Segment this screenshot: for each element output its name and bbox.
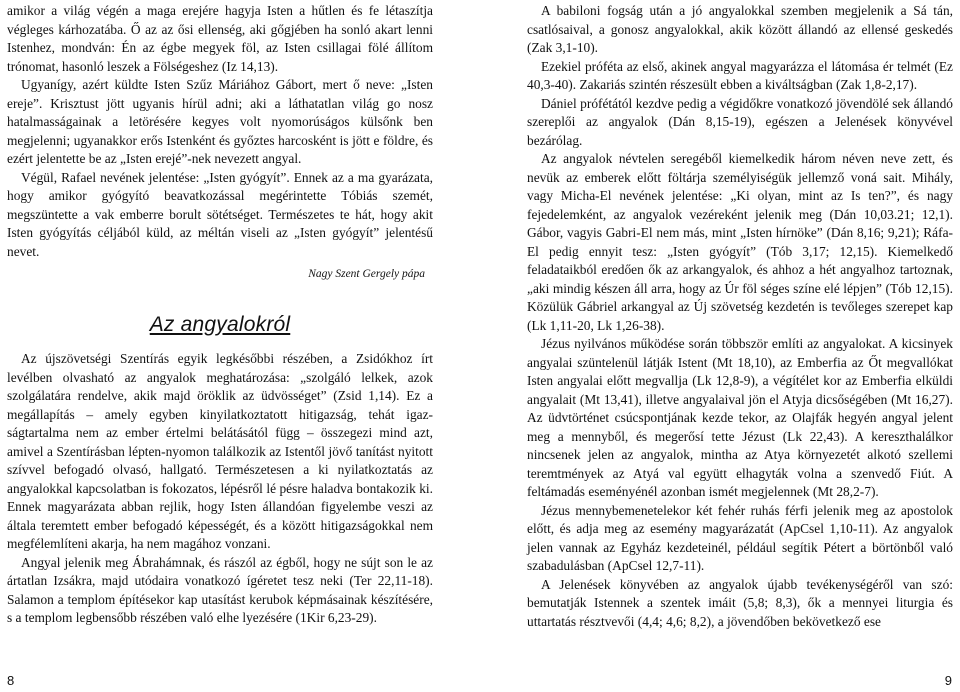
section-heading: Az angyalokról — [149, 312, 291, 336]
left-paragraph-5: Angyal jelenik meg Ábrahámnak, és rászól az égből, hogy ne sújt son le az ártatlan Izsákra, majd utódaira vonatkozó ígéretet tesz neki (Ter 22,11-18). Salamon a templom építésekor kap utasítást kerubok képmásainak készítésére, s a templom legbensőbb részében való elhe lyezésére (1Kir 6,23-29). — [7, 554, 433, 625]
page-number-right: 9 — [944, 673, 952, 688]
right-column — [527, 2, 953, 631]
right-paragraph-7: A Jelenések könyvében az angyalok újabb tevékenységéről van szó: bemutatják Istennek a szentek imáit (5,8; 8,3), ők a mennyei liturgia és uttartatás résztvevői (4,4; 4,6; 8,2), a jövendőben bekövetkező ese — [527, 576, 953, 629]
signature: Nagy Szent Gergely pápa — [308, 268, 425, 280]
left-column — [7, 2, 433, 628]
left-paragraph-2: Ugyanígy, azért küldte Isten Szűz Máriához Gábort, mert ő neve: „Isten ereje”. Krisztust jött ugyanis hírül adni; aki a láthatatlan világ go nosz hatalmasságainak a letörésére kegyes volt nyomorúságos külsőnk ben megjelenni; ugyanakkor erős Istenként és győztes harcosként is jött e földre, és ezért jelentette be az „Isten erejé”-nek nevezett angyal. — [7, 77, 433, 166]
right-paragraph-3: Dániel prófétától kezdve pedig a végidőkre vonatkozó jövendölé sek állandó szereplői az angyalok (Dán 8,15-19), egészen a Jelenések könyvével bezárólag. — [527, 95, 953, 148]
left-paragraph-4: Az újszövetségi Szentírás egyik legkésőbbi részében, a Zsidókhoz írt levélben olvasható az angyalok meghatározása: „szolgáló lelkek, azok szolgálatára rendelve, akik majd öröklik az üdvösséget” (Zsid 1,14). Ez a megállapítás – amely egyben kinyilatkoztatott hitigazság, tehát igaz ságtartalma nem az ember értelmi belátásától függ – összegezi mind azt, amivel a Szentírásban lépten-nyomon találkozik az Istentől jövő tanítást nyitott szívvel befogadó olvasó, hallgató. Természetesen a ki nyilatkoztatás az angyalokkal kapcsolatban is fokozatos, lépésről lé pésre haladva bontakozik ki. Ennek magyarázata abban rejlik, hogy Isten állandóan figyelembe veszi az általa teremtett ember befogadó képességét, és a között hitigazságokkal nem megfélemlíteni akarja, ha nem magához vonzani. — [7, 351, 433, 551]
right-paragraph-6: Jézus mennybemenetelekor két fehér ruhás férfi jelenik meg az apostolok előtt, és adja meg az esemény magyarázatát (ApCsel 1,10-11). Az angyalok jelen vannak az Egyház kezdeteinél, például segítik Pétert a börtönből való szabadulásban (ApCsel 12,7-11). — [527, 502, 953, 573]
right-paragraph-4: Az angyalok névtelen seregéből kiemelkedik három néven neve zett, és nevük az emberek előtt föltárja személyiségük jellemző voná sait. Mihály, vagy Micha-El nevének jelentése: „Ki olyan, mint az Is ten?”, és nagy fejedelemként, az angyalok vezéreként jelenik meg (Dán 10,03.21; 12,1). Gábor, vagyis Gabri-El nem más, mint „Isten hírnöke” (Dán 8,16; 9,21); Ráfa-El pedig ennyit tesz: „Isten gyógyít” (Tób 3,17; 12,15). Kiemelkedő feladataikból eredően ők az arkangyalok, és ahhoz a hét angyalhoz tartoznak, „aki mindig készen áll arra, hogy az Úr föl séges színe elé lépjen” (Tób 12,15). Közülük Gábriel arkangyal az Új szövetség kezdetén is tevőleges szerepet kap (Lk 1,11-20, Lk 1,26-38). — [527, 151, 953, 333]
left-paragraph-1: amikor a világ végén a maga erejére hagyja Isten a hűtlen és fe létaszítja végleges kárhozatába. Ő az az ősi ellenség, aki gőgjében ha sonló akart lenni Istenhez, mondván: Én az égbe megyek föl, az Isten csillagai fölé állítom trónomat, hasonló leszek a Fölségeshez (Iz 14,13). — [7, 3, 433, 74]
right-paragraph-2: Ezekiel próféta az első, akinek angyal magyarázza el látomása ér telmét (Ez 40,3-40). Zakariás szintén részesült ebben a kiváltságban (Zak 1,8-2,17). — [527, 58, 953, 92]
page-number-left: 8 — [7, 673, 15, 688]
right-paragraph-5: Jézus nyilvános működése során többször említi az angyalokat. A kicsinyek angyalai szüntelenül látják Istent (Mt 18,10), az Emberfia az Őt megvallókat Isten angyalai előtt megvallja (Lk 12,8-9), a végítélet kor az Emberfia elküldi angyalait (Mt 13,41), illetve angyalaival jön el Atyja dicsőségében (Mt 16,27). Az üdvtörténet csúcspontjának kezde tekor, az Olajfák hegyén angyal jelent meg a mennyből, és megerősí tette Jézust (Lk 22,43). A kereszthalálkor nincsenek jelen az angyalok, mintha az Atya környezetét alkotó szellemi teremtmények az Atyá val együtt elhagyták volna a szenvedő Fiút. A feltámadás eseményénél azonban ismét megjelennek (Mt 28,2-7). — [527, 336, 953, 499]
left-paragraph-3: Végül, Rafael nevének jelentése: „Isten gyógyít”. Ennek az a ma gyarázata, hogy amikor gyógyító beavatkozással megérintette Tóbiás szemét, megszüntette a vak emberre borult sötétséget. Természetes te hát, hogy akit Isten gyógyítás céljából küld, az méltán viseli az „Isten gyógyít” jelentésű nevet. — [7, 169, 433, 259]
right-paragraph-1: A babiloni fogság után a jó angyalokkal szemben megjelenik a Sá tán, csatlósaival, a gonosz angyalokkal, akik között állandó az ellensé geskedés (Zak 3,1-10). — [527, 3, 953, 55]
